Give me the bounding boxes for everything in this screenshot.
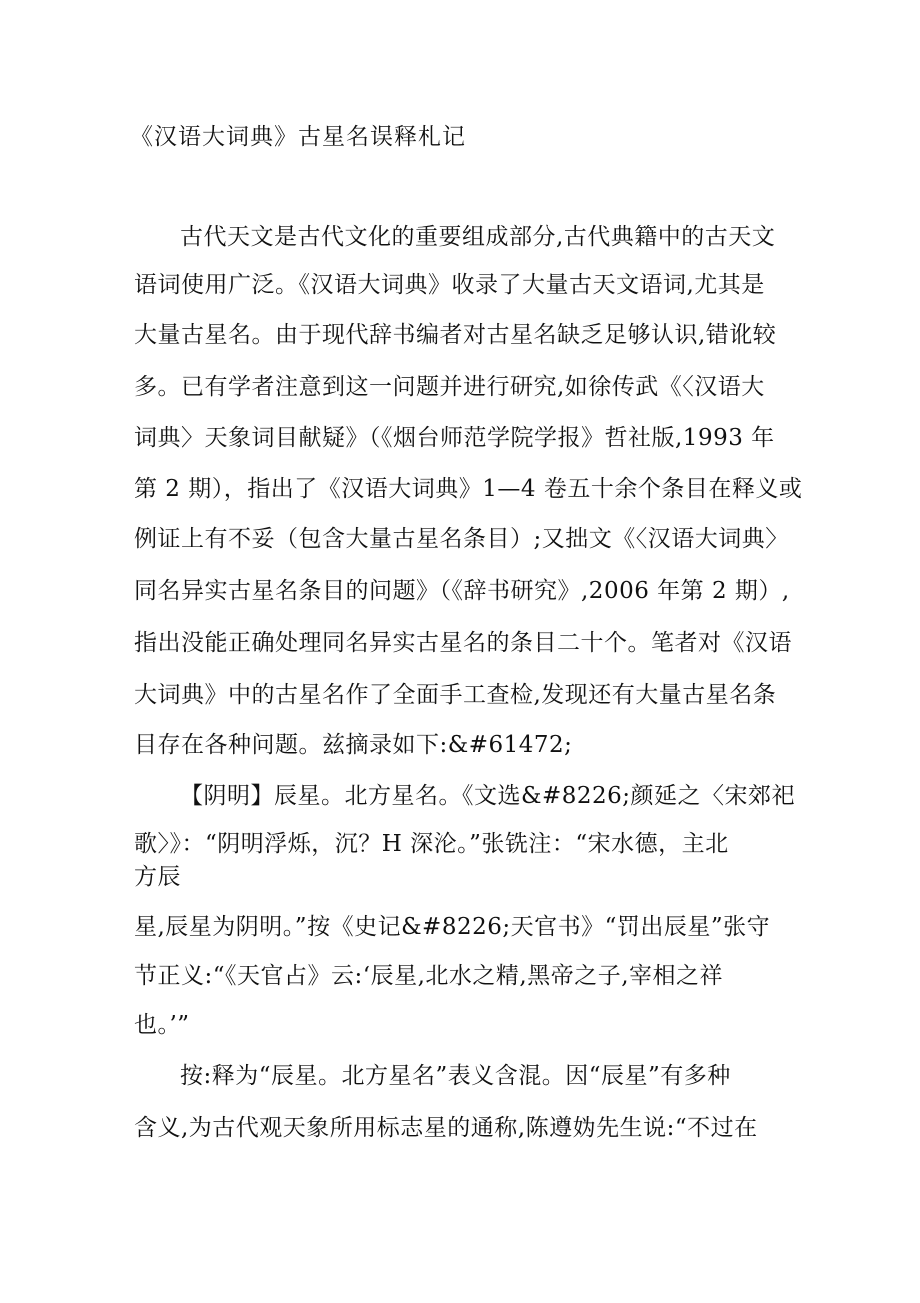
paragraph-line: 词典〉天象词目献疑》（《烟台师范学院学报》哲社版,1993 年 <box>134 425 775 451</box>
paragraph-line: 大量古星名。由于现代辞书编者对古星名缺乏足够认识,错讹较 <box>134 322 777 348</box>
entry-line: 星,辰星为阴明。”按《史记&#8226;天官书》“罚出辰星”张守 <box>134 914 771 940</box>
entry-line: 【阴明】辰星。北方星名。《文选&#8226;颜延之〈宋郊祀 <box>180 783 796 809</box>
document-title: 《汉语大词典》古星名误释札记 <box>130 124 466 150</box>
entry-line: 方辰 <box>134 864 181 890</box>
paragraph-line: 例证上有不妥（包含大量古星名条目）;又拙文《〈汉语大词典〉 <box>134 526 789 552</box>
entry-line: 歌〉》：“阴明浮烁，沉？H 深沦。”张铣注：“宋水德，主北 <box>134 831 729 857</box>
paragraph-line: 多。已有学者注意到这一问题并进行研究,如徐传武《〈汉语大 <box>134 374 765 400</box>
entry-line: 节正义:“《天官占》云:‘辰星,北水之精,黑帝之子,宰相之祥 <box>134 963 724 989</box>
paragraph-line: 目存在各种问题。兹摘录如下:&#61472; <box>134 732 573 758</box>
paragraph-line: 同名异实古星名条目的问题》（《辞书研究》,2006 年第 2 期）, <box>134 578 790 604</box>
entry-line: 也。’” <box>134 1012 190 1038</box>
paragraph-line: 古代天文是古代文化的重要组成部分,古代典籍中的古天文 <box>180 224 776 250</box>
paragraph-line: 按:释为“辰星。北方星名”表义含混。因“辰星”有多种 <box>180 1063 731 1089</box>
paragraph-line: 指出没能正确处理同名异实古星名的条目二十个。笔者对《汉语 <box>134 630 792 656</box>
paragraph-line: 含义,为古代观天象所用标志星的通称,陈遵妫先生说:“不过在 <box>134 1115 758 1141</box>
paragraph-line: 语词使用广泛。《汉语大词典》收录了大量古天文语词,尤其是 <box>134 272 765 298</box>
paragraph-line: 第 2 期），指出了《汉语大词典》1—4 卷五十余个条目在释义或 <box>134 476 803 502</box>
paragraph-line: 大词典》中的古星名作了全面手工查检,发现还有大量古星名条 <box>134 682 777 708</box>
